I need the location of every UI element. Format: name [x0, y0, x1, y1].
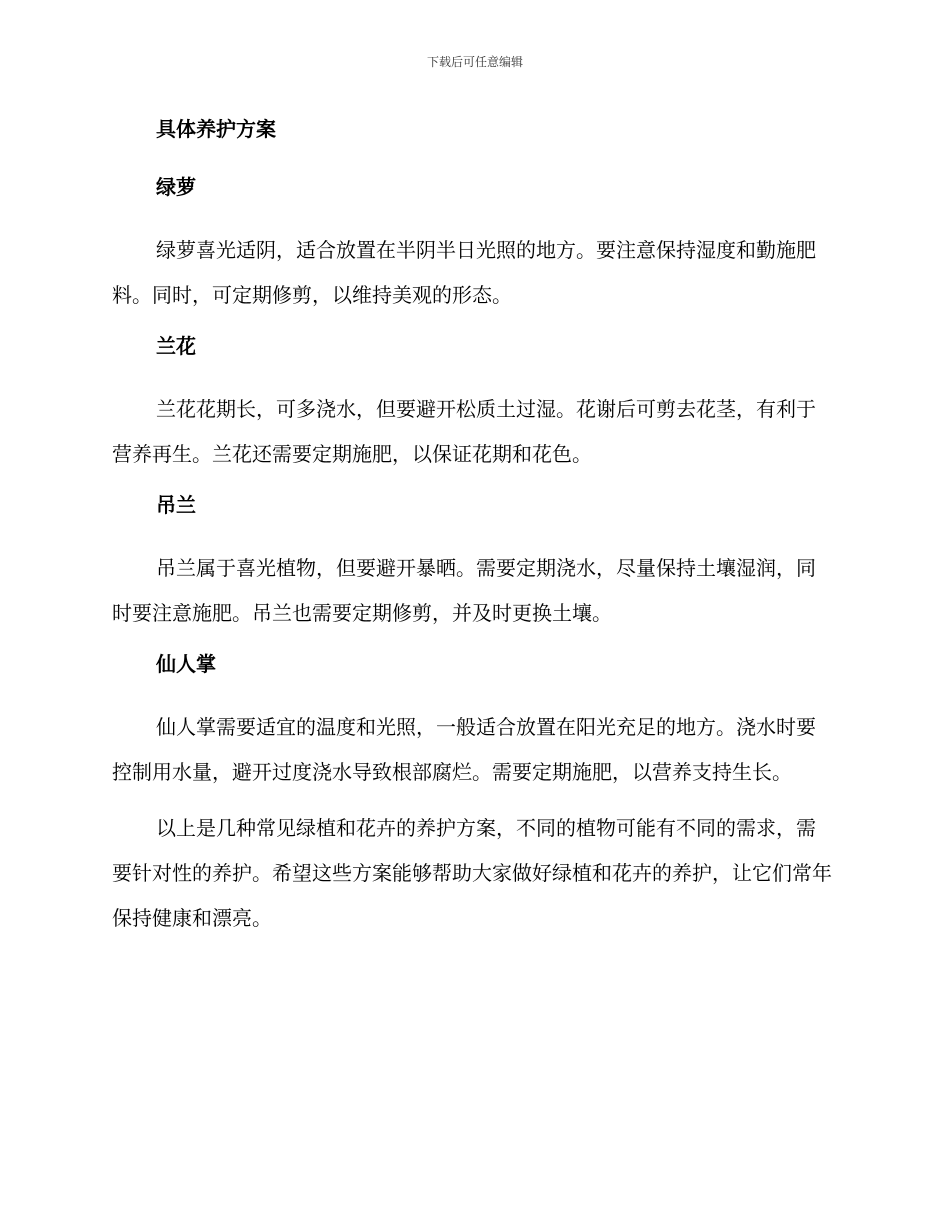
- page-header-note: 下载后可任意编辑: [426, 55, 523, 69]
- section-body-cactus: 仙人掌需要适宜的温度和光照，一般适合放置在阳光充足的地方。浇水时要控制用水量，避开过度浇水导致根部腐烂。需要定期施肥，以营养支持生长。: [112, 715, 816, 784]
- section-body-orchid: 兰花花期长，可多浇水，但要避开松质土过湿。花谢后可剪去花茎，有利于营养再生。兰花还需要定期施肥，以保证花期和花色。: [112, 397, 816, 466]
- section-heading-spider-plant: 吊兰: [156, 493, 196, 517]
- document-body: [112, 112, 832, 952]
- document-title: 具体养护方案: [156, 117, 276, 141]
- section-body-spider-plant: 吊兰属于喜光植物，但要避开暴晒。需要定期浇水，尽量保持土壤湿润，同时要注意施肥。吊兰也需要定期修剪，并及时更换土壤。: [112, 556, 816, 625]
- section-heading-orchid: 兰花: [156, 334, 196, 358]
- section-heading-pothos: 绿萝: [156, 175, 196, 199]
- section-body-pothos: 绿萝喜光适阴，适合放置在半阴半日光照的地方。要注意保持湿度和勤施肥料。同时，可定期修剪，以维持美观的形态。: [112, 238, 816, 307]
- conclusion-paragraph: 以上是几种常见绿植和花卉的养护方案，不同的植物可能有不同的需求，需要针对性的养护。希望这些方案能够帮助大家做好绿植和花卉的养护，让它们常年保持健康和漂亮。: [112, 816, 832, 930]
- section-heading-cactus: 仙人掌: [156, 652, 216, 676]
